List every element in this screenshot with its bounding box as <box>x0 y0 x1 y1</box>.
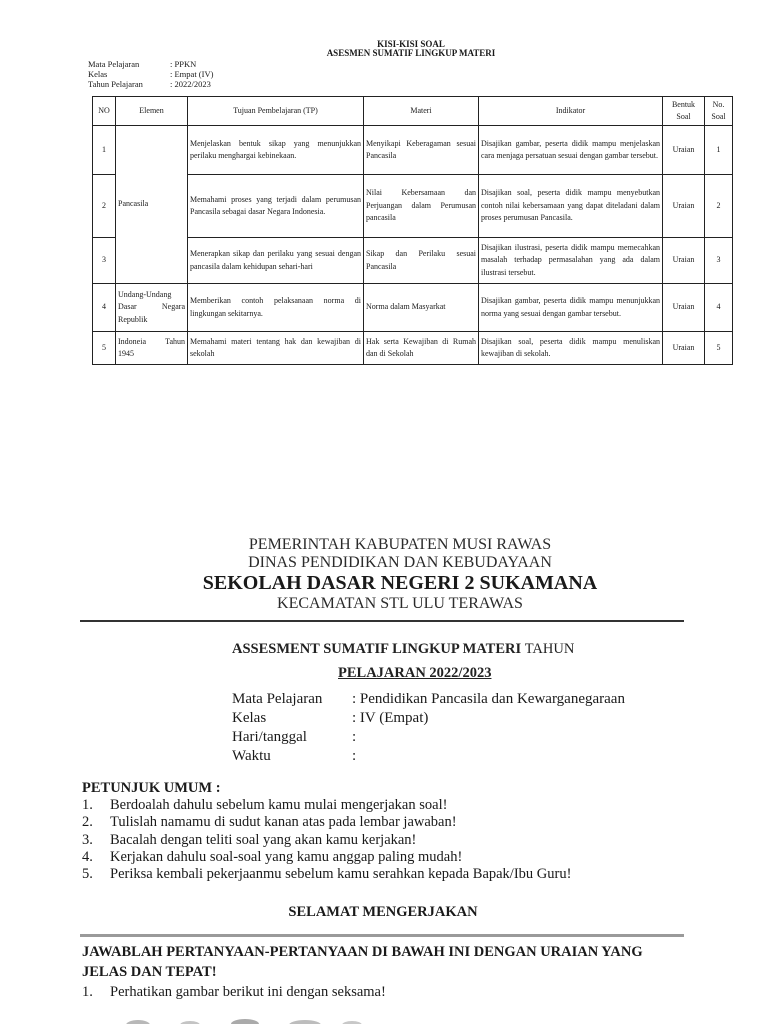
instructions-list <box>82 797 571 883</box>
header-nosoal: No. Soal <box>705 97 733 126</box>
list-item: 3. Bacalah dengan teliti soal yang akan kamu kerjakan! <box>82 831 417 848</box>
kisi-subtitle: ASESMEN SUMATIF LINGKUP MATERI <box>326 48 496 58</box>
cell-no: 3 <box>93 238 116 284</box>
header-bentuk: Bentuk Soal <box>663 97 705 126</box>
cell-indikator: Disajikan soal, peserta didik mampu menyebutkan contoh nilai kebersamaan yang dapat diteladani dalam proses perumusan Pancasila. <box>479 175 663 238</box>
kop-dinas: DINAS PENDIDIKAN DAN KEBUDAYAAN <box>248 554 552 571</box>
cell-no: 2 <box>93 175 116 238</box>
cell-bentuk: Uraian <box>663 332 705 365</box>
field-hari: Hari/tanggal : <box>232 729 357 745</box>
cell-materi: Nilai Kebersamaan dan Perjuangan dalam Perumusan pancasila <box>364 175 479 238</box>
cell-tp: Memahami materi tentang hak dan kewajiban di sekolah <box>188 332 364 365</box>
cell-elemen: Pancasila <box>116 126 188 284</box>
header-elemen: Elemen <box>116 97 188 126</box>
kop-kecamatan: KECAMATAN STL ULU TERAWAS <box>277 595 523 612</box>
field-mapel: Mata Pelajaran : Pendidikan Pancasila dan Kewarganegaraan <box>232 691 625 707</box>
kisi-meta-tahun: Tahun Pelajaran : 2022/2023 <box>88 79 211 89</box>
cell-no: 5 <box>93 332 116 365</box>
table-row <box>93 284 733 332</box>
cell-nosoal: 4 <box>705 284 733 332</box>
cell-no: 1 <box>93 126 116 175</box>
cell-nosoal: 1 <box>705 126 733 175</box>
cell-no: 4 <box>93 284 116 332</box>
table-row <box>93 126 733 175</box>
cell-nosoal: 5 <box>705 332 733 365</box>
cell-bentuk: Uraian <box>663 238 705 284</box>
instructions-title: PETUNJUK UMUM : <box>82 780 221 796</box>
cell-indikator: Disajikan gambar, peserta didik mampu menjelaskan cara menjaga persatuan sesuai dengan gambar tersebut. <box>479 126 663 175</box>
table-row <box>93 175 733 238</box>
list-item: 1. Berdoalah dahulu sebelum kamu mulai mengerjakan soal! <box>82 797 448 813</box>
kisi-title: KISI-KISI SOAL <box>377 39 445 49</box>
list-item: 4. Kerjakan dahulu soal-soal yang kamu anggap paling mudah! <box>82 848 463 865</box>
kop-divider <box>80 620 684 622</box>
table-header-row <box>93 97 733 126</box>
cell-indikator: Disajikan soal, peserta didik mampu menuliskan kewajiban di sekolah. <box>479 332 663 365</box>
cell-materi: Hak serta Kewajiban di Rumah dan di Sekolah <box>364 332 479 365</box>
section-divider <box>80 934 684 937</box>
list-item: 5. Periksa kembali pekerjaanmu sebelum kamu serahkan kepada Bapak/Ibu Guru! <box>82 866 572 883</box>
kisi-table <box>92 96 733 365</box>
kop-sekolah: SEKOLAH DASAR NEGERI 2 SUKAMANA <box>202 572 598 594</box>
kop-pemerintah: PEMERINTAH KABUPATEN MUSI RAWAS <box>248 536 552 553</box>
kisi-meta-mapel: Mata Pelajaran : PPKN <box>88 59 197 69</box>
field-waktu: Waktu : <box>232 748 357 764</box>
cell-tp: Memahami proses yang terjadi dalam perumusan Pancasila sebagai dasar Negara Indonesia. <box>188 175 364 238</box>
exam-year: PELAJARAN 2022/2023 <box>338 665 492 681</box>
table-row <box>93 238 733 284</box>
greeting: SELAMAT MENGERJAKAN <box>288 904 478 920</box>
header-no: NO <box>93 97 116 126</box>
cell-materi: Norma dalam Masyarkat <box>364 284 479 332</box>
exam-title: ASSESMENT SUMATIF LINGKUP MATERI TAHUN <box>232 641 575 657</box>
cell-bentuk: Uraian <box>663 175 705 238</box>
cell-materi: Menyikapi Keberagaman sesuai Pancasila <box>364 126 479 175</box>
cell-indikator: Disajikan ilustrasi, peserta didik mampu memecahkan masalah terhadap permasalahan yang ada dalam ilustrasi tersebut. <box>479 238 663 284</box>
table-row <box>93 332 733 365</box>
question-1-picture <box>120 1012 370 1024</box>
cell-nosoal: 2 <box>705 175 733 238</box>
header-indikator: Indikator <box>479 97 663 126</box>
question-1: 1. Perhatikan gambar berikut ini dengan seksama! <box>82 984 386 1000</box>
header-tp: Tujuan Pembelajaran (TP) <box>188 97 364 126</box>
cell-tp: Menjelaskan bentuk sikap yang menunjukkan perilaku menghargai kebinekaan. <box>188 126 364 175</box>
cell-bentuk: Uraian <box>663 284 705 332</box>
cell-elemen: Indoneia Tahun 1945 <box>116 332 188 365</box>
list-item: 2. Tulislah namamu di sudut kanan atas pada lembar jawaban! <box>82 814 457 831</box>
kisi-meta-kelas: Kelas : Empat (IV) <box>88 69 214 79</box>
cell-indikator: Disajikan gambar, peserta didik mampu menunjukkan norma yang sesuai dengan gambar tersebut. <box>479 284 663 332</box>
cell-elemen: Undang-Undang Dasar Negara Republik <box>116 284 188 332</box>
cell-nosoal: 3 <box>705 238 733 284</box>
cell-bentuk: Uraian <box>663 126 705 175</box>
field-kelas: Kelas : IV (Empat) <box>232 710 429 726</box>
cell-materi: Sikap dan Perilaku sesuai Pancasila <box>364 238 479 284</box>
question-instruction: JAWABLAH PERTANYAAN-PERTANYAAN DI BAWAH INI DENGAN URAIAN YANG JELAS DAN TEPAT! <box>82 944 643 980</box>
header-materi: Materi <box>364 97 479 126</box>
cell-tp: Menerapkan sikap dan perilaku yang sesuai dengan pancasila dalam kehidupan sehari-hari <box>188 238 364 284</box>
cell-tp: Memberikan contoh pelaksanaan norma di lingkungan sekitarnya. <box>188 284 364 332</box>
